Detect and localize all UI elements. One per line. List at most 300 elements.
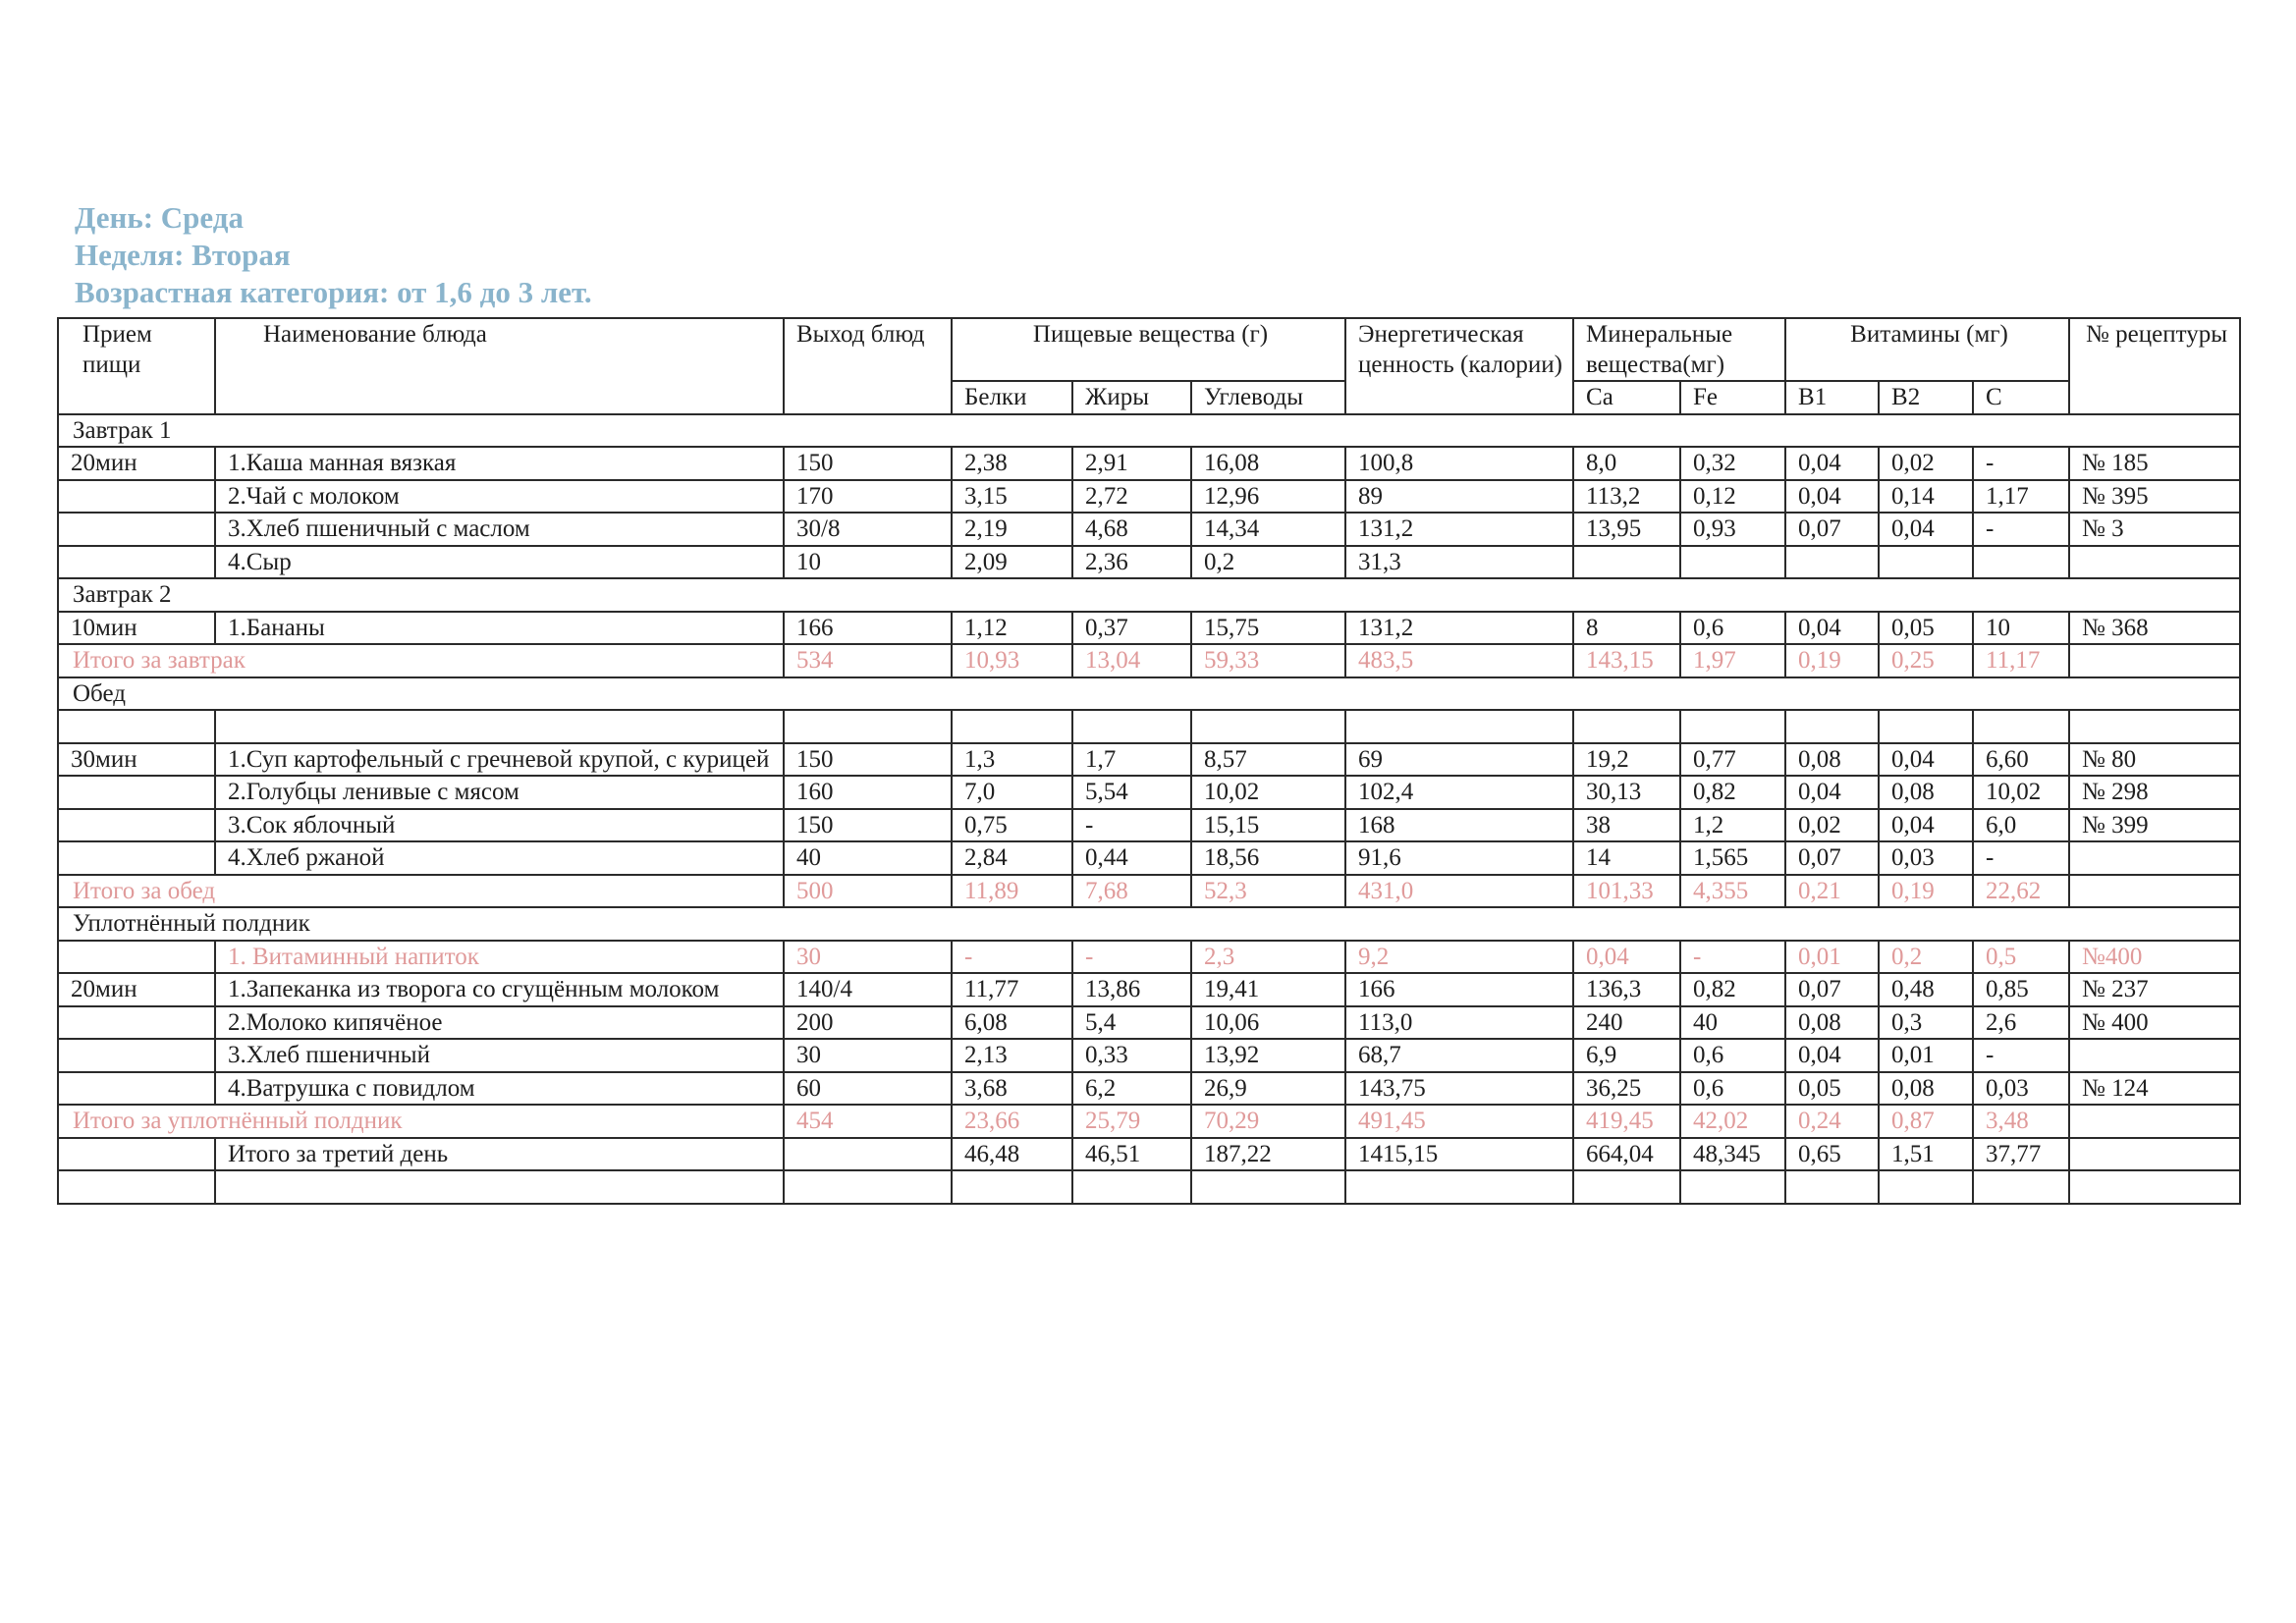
yield-cell: 10 bbox=[784, 546, 952, 579]
fat-cell: 1,7 bbox=[1072, 743, 1191, 777]
fe-cell: 4,355 bbox=[1680, 875, 1785, 908]
table-row bbox=[58, 447, 2240, 480]
table-row bbox=[58, 513, 2240, 546]
meal-time-cell bbox=[58, 1072, 215, 1106]
carbs-cell: 16,08 bbox=[1191, 447, 1345, 480]
c-cell: 0,85 bbox=[1973, 973, 2069, 1006]
carbs-cell: 10,02 bbox=[1191, 776, 1345, 809]
dish-name-cell: 3.Хлеб пшеничный с маслом bbox=[215, 513, 784, 546]
protein-cell: 2,09 bbox=[952, 546, 1072, 579]
energy-cell: 483,5 bbox=[1345, 644, 1573, 677]
fat-cell: 0,33 bbox=[1072, 1039, 1191, 1072]
recipe-cell bbox=[2069, 1105, 2240, 1138]
ca-cell: 8 bbox=[1573, 612, 1680, 645]
fe-cell bbox=[1680, 546, 1785, 579]
c-cell: 2,6 bbox=[1973, 1006, 2069, 1040]
empty-cell bbox=[952, 710, 1072, 743]
energy-cell: 1415,15 bbox=[1345, 1138, 1573, 1171]
recipe-cell bbox=[2069, 1039, 2240, 1072]
protein-cell: 3,15 bbox=[952, 480, 1072, 514]
empty-cell bbox=[784, 1170, 952, 1204]
header-c: C bbox=[1973, 381, 2069, 414]
fe-cell: 0,6 bbox=[1680, 612, 1785, 645]
fat-cell: 6,2 bbox=[1072, 1072, 1191, 1106]
b2-cell: 0,08 bbox=[1879, 1072, 1973, 1106]
b1-cell: 0,07 bbox=[1785, 513, 1879, 546]
b1-cell: 0,04 bbox=[1785, 612, 1879, 645]
carbs-cell: 14,34 bbox=[1191, 513, 1345, 546]
day-total-row bbox=[58, 1138, 2240, 1171]
meal-time-cell bbox=[58, 1138, 215, 1171]
carbs-cell: 13,92 bbox=[1191, 1039, 1345, 1072]
energy-cell: 9,2 bbox=[1345, 941, 1573, 974]
c-cell: 10 bbox=[1973, 612, 2069, 645]
fe-cell: 0,6 bbox=[1680, 1072, 1785, 1106]
fat-cell: - bbox=[1072, 941, 1191, 974]
ca-cell: 38 bbox=[1573, 809, 1680, 842]
b1-cell: 0,04 bbox=[1785, 480, 1879, 514]
section-breakfast-1: Завтрак 1 bbox=[58, 414, 2240, 448]
dish-name-cell: 3.Сок яблочный bbox=[215, 809, 784, 842]
section-row bbox=[58, 907, 2240, 941]
header-nutrients: Пищевые вещества (г) bbox=[952, 318, 1345, 381]
recipe-cell: №400 bbox=[2069, 941, 2240, 974]
b1-cell bbox=[1785, 546, 1879, 579]
c-cell: 3,48 bbox=[1973, 1105, 2069, 1138]
b2-cell: 0,48 bbox=[1879, 973, 1973, 1006]
b1-cell: 0,65 bbox=[1785, 1138, 1879, 1171]
b2-cell: 0,87 bbox=[1879, 1105, 1973, 1138]
recipe-cell: № 237 bbox=[2069, 973, 2240, 1006]
dish-name-cell: 3.Хлеб пшеничный bbox=[215, 1039, 784, 1072]
c-cell: - bbox=[1973, 1039, 2069, 1072]
ca-cell: 19,2 bbox=[1573, 743, 1680, 777]
dish-name-cell: Итого за третий день bbox=[215, 1138, 784, 1171]
ca-cell: 0,04 bbox=[1573, 941, 1680, 974]
yield-cell: 150 bbox=[784, 447, 952, 480]
carbs-cell: 8,57 bbox=[1191, 743, 1345, 777]
c-cell: 6,60 bbox=[1973, 743, 2069, 777]
fe-cell: 0,77 bbox=[1680, 743, 1785, 777]
carbs-cell: 59,33 bbox=[1191, 644, 1345, 677]
c-cell: 22,62 bbox=[1973, 875, 2069, 908]
table-row bbox=[58, 809, 2240, 842]
meal-time-cell bbox=[58, 941, 215, 974]
fat-cell: 46,51 bbox=[1072, 1138, 1191, 1171]
yield-cell: 40 bbox=[784, 841, 952, 875]
yield-cell: 166 bbox=[784, 612, 952, 645]
protein-cell: 1,3 bbox=[952, 743, 1072, 777]
fe-cell: 1,97 bbox=[1680, 644, 1785, 677]
fat-cell: - bbox=[1072, 809, 1191, 842]
header-b1: B1 bbox=[1785, 381, 1879, 414]
fe-cell: 1,2 bbox=[1680, 809, 1785, 842]
empty-cell bbox=[1573, 1170, 1680, 1204]
yield-cell: 170 bbox=[784, 480, 952, 514]
meal-time-cell: 10мин bbox=[58, 612, 215, 645]
c-cell: 11,17 bbox=[1973, 644, 2069, 677]
fat-cell: 7,68 bbox=[1072, 875, 1191, 908]
fe-cell: 0,12 bbox=[1680, 480, 1785, 514]
recipe-cell: № 298 bbox=[2069, 776, 2240, 809]
recipe-cell bbox=[2069, 1138, 2240, 1171]
total-row bbox=[58, 1105, 2240, 1138]
header-ca: Ca bbox=[1573, 381, 1680, 414]
protein-cell: 2,13 bbox=[952, 1039, 1072, 1072]
empty-cell bbox=[952, 1170, 1072, 1204]
empty-cell bbox=[1973, 1170, 2069, 1204]
yield-cell: 454 bbox=[784, 1105, 952, 1138]
ca-cell: 13,95 bbox=[1573, 513, 1680, 546]
ca-cell: 419,45 bbox=[1573, 1105, 1680, 1138]
meal-time-cell bbox=[58, 480, 215, 514]
b1-cell: 0,05 bbox=[1785, 1072, 1879, 1106]
carbs-cell: 10,06 bbox=[1191, 1006, 1345, 1040]
empty-cell bbox=[1072, 1170, 1191, 1204]
empty-cell bbox=[1345, 1170, 1573, 1204]
empty-cell bbox=[1680, 710, 1785, 743]
ca-cell: 30,13 bbox=[1573, 776, 1680, 809]
meal-time-cell: 20мин bbox=[58, 973, 215, 1006]
dish-name-cell: 4.Хлеб ржаной bbox=[215, 841, 784, 875]
empty-cell bbox=[1785, 710, 1879, 743]
ca-cell: 36,25 bbox=[1573, 1072, 1680, 1106]
section-lunch: Обед bbox=[58, 677, 2240, 711]
carbs-cell: 15,15 bbox=[1191, 809, 1345, 842]
meal-time-cell: 30мин bbox=[58, 743, 215, 777]
fat-cell: 13,04 bbox=[1072, 644, 1191, 677]
c-cell: - bbox=[1973, 841, 2069, 875]
table-row bbox=[58, 1039, 2240, 1072]
empty-cell bbox=[2069, 1170, 2240, 1204]
energy-cell: 431,0 bbox=[1345, 875, 1573, 908]
empty-cell bbox=[1973, 710, 2069, 743]
header-dish: Наименование блюда bbox=[215, 318, 784, 414]
fat-cell: 2,36 bbox=[1072, 546, 1191, 579]
energy-cell: 131,2 bbox=[1345, 612, 1573, 645]
recipe-cell bbox=[2069, 875, 2240, 908]
b1-cell: 0,07 bbox=[1785, 841, 1879, 875]
header-b2: B2 bbox=[1879, 381, 1973, 414]
protein-cell: 1,12 bbox=[952, 612, 1072, 645]
b2-cell: 0,05 bbox=[1879, 612, 1973, 645]
fat-cell: 0,37 bbox=[1072, 612, 1191, 645]
table-row bbox=[58, 480, 2240, 514]
meal-time-cell bbox=[58, 776, 215, 809]
energy-cell: 143,75 bbox=[1345, 1072, 1573, 1106]
total-label-cell: Итого за уплотнённый полдник bbox=[58, 1105, 784, 1138]
header-vitamins: Витамины (мг) bbox=[1785, 318, 2069, 381]
b2-cell: 0,01 bbox=[1879, 1039, 1973, 1072]
b2-cell: 0,14 bbox=[1879, 480, 1973, 514]
header-carbs: Углеводы bbox=[1191, 381, 1345, 414]
recipe-cell: № 395 bbox=[2069, 480, 2240, 514]
b1-cell: 0,04 bbox=[1785, 776, 1879, 809]
total-row bbox=[58, 875, 2240, 908]
fe-cell: 0,32 bbox=[1680, 447, 1785, 480]
document-heading bbox=[75, 199, 592, 311]
dish-name-cell: 1.Бананы bbox=[215, 612, 784, 645]
header-energy: Энергетическая ценность (калории) bbox=[1345, 318, 1573, 414]
b2-cell: 0,2 bbox=[1879, 941, 1973, 974]
empty-cell bbox=[784, 710, 952, 743]
b2-cell: 0,08 bbox=[1879, 776, 1973, 809]
carbs-cell: 52,3 bbox=[1191, 875, 1345, 908]
fe-cell: 1,565 bbox=[1680, 841, 1785, 875]
recipe-cell bbox=[2069, 644, 2240, 677]
c-cell: 0,5 bbox=[1973, 941, 2069, 974]
meal-time-cell bbox=[58, 809, 215, 842]
carbs-cell: 19,41 bbox=[1191, 973, 1345, 1006]
b1-cell: 0,21 bbox=[1785, 875, 1879, 908]
b2-cell: 0,02 bbox=[1879, 447, 1973, 480]
total-label-cell: Итого за обед bbox=[58, 875, 784, 908]
header-protein: Белки bbox=[952, 381, 1072, 414]
b1-cell: 0,19 bbox=[1785, 644, 1879, 677]
recipe-cell: № 80 bbox=[2069, 743, 2240, 777]
empty-cell bbox=[215, 1170, 784, 1204]
c-cell: 10,02 bbox=[1973, 776, 2069, 809]
ca-cell: 6,9 bbox=[1573, 1039, 1680, 1072]
yield-cell: 160 bbox=[784, 776, 952, 809]
section-row bbox=[58, 578, 2240, 612]
ca-cell: 240 bbox=[1573, 1006, 1680, 1040]
recipe-cell: № 185 bbox=[2069, 447, 2240, 480]
recipe-cell bbox=[2069, 546, 2240, 579]
dish-name-cell: 2.Молоко кипячёное bbox=[215, 1006, 784, 1040]
b2-cell: 0,04 bbox=[1879, 743, 1973, 777]
c-cell: 37,77 bbox=[1973, 1138, 2069, 1171]
b1-cell: 0,24 bbox=[1785, 1105, 1879, 1138]
energy-cell: 91,6 bbox=[1345, 841, 1573, 875]
b2-cell bbox=[1879, 546, 1973, 579]
ca-cell: 113,2 bbox=[1573, 480, 1680, 514]
section-row bbox=[58, 677, 2240, 711]
protein-cell: 2,38 bbox=[952, 447, 1072, 480]
energy-cell: 131,2 bbox=[1345, 513, 1573, 546]
yield-cell: 30 bbox=[784, 941, 952, 974]
yield-cell: 150 bbox=[784, 743, 952, 777]
header-meal: Прием пищи bbox=[58, 318, 215, 414]
recipe-cell: № 368 bbox=[2069, 612, 2240, 645]
recipe-cell: № 3 bbox=[2069, 513, 2240, 546]
energy-cell: 31,3 bbox=[1345, 546, 1573, 579]
fat-cell: 2,72 bbox=[1072, 480, 1191, 514]
energy-cell: 89 bbox=[1345, 480, 1573, 514]
dish-name-cell: 1. Витаминный напиток bbox=[215, 941, 784, 974]
empty-cell bbox=[2069, 710, 2240, 743]
dish-name-cell: 4.Сыр bbox=[215, 546, 784, 579]
meal-time-cell bbox=[58, 513, 215, 546]
b2-cell: 0,19 bbox=[1879, 875, 1973, 908]
b1-cell: 0,08 bbox=[1785, 743, 1879, 777]
protein-cell: 46,48 bbox=[952, 1138, 1072, 1171]
energy-cell: 100,8 bbox=[1345, 447, 1573, 480]
carbs-cell: 187,22 bbox=[1191, 1138, 1345, 1171]
section-breakfast-2: Завтрак 2 bbox=[58, 578, 2240, 612]
b2-cell: 0,03 bbox=[1879, 841, 1973, 875]
dish-name-cell: 4.Ватрушка с повидлом bbox=[215, 1072, 784, 1106]
b1-cell: 0,04 bbox=[1785, 1039, 1879, 1072]
dish-name-cell: 1.Суп картофельный с гречневой крупой, с курицей bbox=[215, 743, 784, 777]
protein-cell: 11,89 bbox=[952, 875, 1072, 908]
b2-cell: 1,51 bbox=[1879, 1138, 1973, 1171]
blank-row bbox=[58, 710, 2240, 743]
fe-cell: 0,82 bbox=[1680, 973, 1785, 1006]
header-recipe: № рецептуры bbox=[2069, 318, 2240, 414]
dish-name-cell: 2.Чай с молоком bbox=[215, 480, 784, 514]
fe-cell: - bbox=[1680, 941, 1785, 974]
empty-cell bbox=[58, 710, 215, 743]
table-row bbox=[58, 941, 2240, 974]
header-row bbox=[58, 318, 2240, 381]
empty-cell bbox=[1072, 710, 1191, 743]
b1-cell: 0,07 bbox=[1785, 973, 1879, 1006]
table-row bbox=[58, 546, 2240, 579]
meal-time-cell bbox=[58, 1039, 215, 1072]
header-fe: Fe bbox=[1680, 381, 1785, 414]
empty-cell bbox=[1680, 1170, 1785, 1204]
fat-cell: 4,68 bbox=[1072, 513, 1191, 546]
b2-cell: 0,04 bbox=[1879, 513, 1973, 546]
header-minerals: Минеральные вещества(мг) bbox=[1573, 318, 1785, 381]
table-row bbox=[58, 743, 2240, 777]
table-row bbox=[58, 1006, 2240, 1040]
protein-cell: 0,75 bbox=[952, 809, 1072, 842]
section-row bbox=[58, 414, 2240, 448]
week-label: Неделя: Вторая bbox=[75, 238, 291, 272]
header-yield: Выход блюд bbox=[784, 318, 952, 414]
empty-cell bbox=[1345, 710, 1573, 743]
fe-cell: 0,82 bbox=[1680, 776, 1785, 809]
table-row bbox=[58, 841, 2240, 875]
protein-cell: 2,84 bbox=[952, 841, 1072, 875]
empty-cell bbox=[1191, 710, 1345, 743]
c-cell: 1,17 bbox=[1973, 480, 2069, 514]
carbs-cell: 0,2 bbox=[1191, 546, 1345, 579]
yield-cell: 200 bbox=[784, 1006, 952, 1040]
dish-name-cell: 1.Запеканка из творога со сгущённым молоком bbox=[215, 973, 784, 1006]
meal-time-cell: 20мин bbox=[58, 447, 215, 480]
b2-cell: 0,3 bbox=[1879, 1006, 1973, 1040]
yield-cell bbox=[784, 1138, 952, 1171]
empty-cell bbox=[215, 710, 784, 743]
blank-row bbox=[58, 1170, 2240, 1204]
ca-cell: 14 bbox=[1573, 841, 1680, 875]
fat-cell: 2,91 bbox=[1072, 447, 1191, 480]
fe-cell: 42,02 bbox=[1680, 1105, 1785, 1138]
fe-cell: 48,345 bbox=[1680, 1138, 1785, 1171]
protein-cell: 10,93 bbox=[952, 644, 1072, 677]
b2-cell: 0,04 bbox=[1879, 809, 1973, 842]
yield-cell: 534 bbox=[784, 644, 952, 677]
yield-cell: 30 bbox=[784, 1039, 952, 1072]
carbs-cell: 26,9 bbox=[1191, 1072, 1345, 1106]
meal-time-cell bbox=[58, 546, 215, 579]
energy-cell: 113,0 bbox=[1345, 1006, 1573, 1040]
meal-time-cell bbox=[58, 1006, 215, 1040]
protein-cell: 6,08 bbox=[952, 1006, 1072, 1040]
ca-cell bbox=[1573, 546, 1680, 579]
c-cell: - bbox=[1973, 513, 2069, 546]
empty-cell bbox=[1879, 1170, 1973, 1204]
total-row bbox=[58, 644, 2240, 677]
recipe-cell: № 124 bbox=[2069, 1072, 2240, 1106]
age-category-label: Возрастная категория: от 1,6 до 3 лет. bbox=[75, 275, 592, 309]
fat-cell: 0,44 bbox=[1072, 841, 1191, 875]
protein-cell: 2,19 bbox=[952, 513, 1072, 546]
energy-cell: 102,4 bbox=[1345, 776, 1573, 809]
fe-cell: 40 bbox=[1680, 1006, 1785, 1040]
energy-cell: 168 bbox=[1345, 809, 1573, 842]
fe-cell: 0,93 bbox=[1680, 513, 1785, 546]
header-fat: Жиры bbox=[1072, 381, 1191, 414]
energy-cell: 166 bbox=[1345, 973, 1573, 1006]
yield-cell: 500 bbox=[784, 875, 952, 908]
c-cell bbox=[1973, 546, 2069, 579]
c-cell: - bbox=[1973, 447, 2069, 480]
energy-cell: 68,7 bbox=[1345, 1039, 1573, 1072]
c-cell: 0,03 bbox=[1973, 1072, 2069, 1106]
dish-name-cell: 1.Каша манная вязкая bbox=[215, 447, 784, 480]
empty-cell bbox=[1573, 710, 1680, 743]
energy-cell: 491,45 bbox=[1345, 1105, 1573, 1138]
carbs-cell: 70,29 bbox=[1191, 1105, 1345, 1138]
carbs-cell: 2,3 bbox=[1191, 941, 1345, 974]
recipe-cell: № 400 bbox=[2069, 1006, 2240, 1040]
empty-cell bbox=[1879, 710, 1973, 743]
yield-cell: 140/4 bbox=[784, 973, 952, 1006]
b1-cell: 0,04 bbox=[1785, 447, 1879, 480]
fat-cell: 25,79 bbox=[1072, 1105, 1191, 1138]
b1-cell: 0,01 bbox=[1785, 941, 1879, 974]
empty-cell bbox=[1191, 1170, 1345, 1204]
protein-cell: 11,77 bbox=[952, 973, 1072, 1006]
recipe-cell: № 399 bbox=[2069, 809, 2240, 842]
empty-cell bbox=[58, 1170, 215, 1204]
carbs-cell: 18,56 bbox=[1191, 841, 1345, 875]
table-row bbox=[58, 776, 2240, 809]
table-row bbox=[58, 1072, 2240, 1106]
section-snack: Уплотнённый полдник bbox=[58, 907, 2240, 941]
dish-name-cell: 2.Голубцы ленивые с мясом bbox=[215, 776, 784, 809]
fat-cell: 5,54 bbox=[1072, 776, 1191, 809]
fat-cell: 13,86 bbox=[1072, 973, 1191, 1006]
table-row bbox=[58, 612, 2240, 645]
b1-cell: 0,02 bbox=[1785, 809, 1879, 842]
protein-cell: 7,0 bbox=[952, 776, 1072, 809]
c-cell: 6,0 bbox=[1973, 809, 2069, 842]
carbs-cell: 15,75 bbox=[1191, 612, 1345, 645]
total-label-cell: Итого за завтрак bbox=[58, 644, 784, 677]
menu-table bbox=[57, 317, 2241, 1205]
yield-cell: 60 bbox=[784, 1072, 952, 1106]
ca-cell: 8,0 bbox=[1573, 447, 1680, 480]
empty-cell bbox=[1785, 1170, 1879, 1204]
b2-cell: 0,25 bbox=[1879, 644, 1973, 677]
ca-cell: 664,04 bbox=[1573, 1138, 1680, 1171]
b1-cell: 0,08 bbox=[1785, 1006, 1879, 1040]
recipe-cell bbox=[2069, 841, 2240, 875]
yield-cell: 30/8 bbox=[784, 513, 952, 546]
protein-cell: 3,68 bbox=[952, 1072, 1072, 1106]
protein-cell: - bbox=[952, 941, 1072, 974]
table-row bbox=[58, 973, 2240, 1006]
fat-cell: 5,4 bbox=[1072, 1006, 1191, 1040]
protein-cell: 23,66 bbox=[952, 1105, 1072, 1138]
yield-cell: 150 bbox=[784, 809, 952, 842]
day-label: День: Среда bbox=[75, 200, 244, 235]
